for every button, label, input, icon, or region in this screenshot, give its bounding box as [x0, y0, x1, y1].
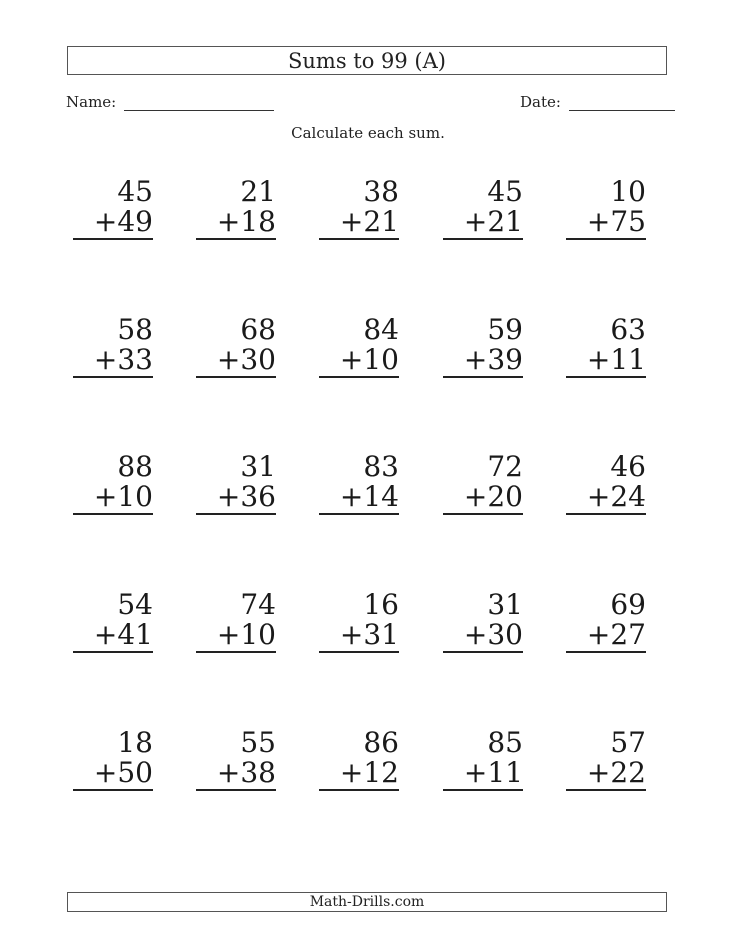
- addend-top: 72: [487, 450, 523, 483]
- addend-top: 57: [610, 726, 646, 759]
- addend-bottom: +30: [443, 620, 523, 653]
- addition-problem: [73, 590, 153, 653]
- addend-bottom: +21: [443, 207, 523, 240]
- name-label: Name:: [66, 93, 117, 111]
- addend-bottom: +10: [73, 482, 153, 515]
- addend-bottom: +75: [566, 207, 646, 240]
- addend-bottom: +36: [196, 482, 276, 515]
- addition-problem: [319, 728, 399, 791]
- addend-top: 45: [117, 175, 153, 208]
- addition-problem: [196, 452, 276, 515]
- addition-problem: [566, 590, 646, 653]
- addition-problem: [443, 315, 523, 378]
- addend-top: 74: [240, 588, 276, 621]
- addition-problem: [566, 177, 646, 240]
- addition-problem: [196, 728, 276, 791]
- addend-bottom: +38: [196, 758, 276, 791]
- addition-problem: [319, 452, 399, 515]
- addend-top: 10: [610, 175, 646, 208]
- addend-top: 31: [487, 588, 523, 621]
- addend-top: 86: [363, 726, 399, 759]
- addend-bottom: +31: [319, 620, 399, 653]
- addition-problem: [73, 452, 153, 515]
- addition-problem: [73, 315, 153, 378]
- addend-bottom: +22: [566, 758, 646, 791]
- addend-top: 55: [240, 726, 276, 759]
- addition-problem: [566, 728, 646, 791]
- date-label: Date:: [520, 93, 561, 111]
- addend-bottom: +21: [319, 207, 399, 240]
- addend-bottom: +24: [566, 482, 646, 515]
- addend-bottom: +41: [73, 620, 153, 653]
- addition-problem: [73, 177, 153, 240]
- addend-bottom: +27: [566, 620, 646, 653]
- addend-top: 69: [610, 588, 646, 621]
- addend-top: 84: [363, 313, 399, 346]
- addition-problem: [319, 315, 399, 378]
- addend-top: 54: [117, 588, 153, 621]
- addend-top: 68: [240, 313, 276, 346]
- addend-bottom: +33: [73, 345, 153, 378]
- footer: Math-Drills.com: [67, 892, 667, 912]
- addend-bottom: +11: [443, 758, 523, 791]
- addend-bottom: +10: [319, 345, 399, 378]
- addend-top: 18: [117, 726, 153, 759]
- addition-problem: [566, 315, 646, 378]
- addend-top: 59: [487, 313, 523, 346]
- addend-top: 21: [240, 175, 276, 208]
- addend-top: 85: [487, 726, 523, 759]
- addend-top: 38: [363, 175, 399, 208]
- addend-top: 16: [363, 588, 399, 621]
- addend-top: 45: [487, 175, 523, 208]
- addend-top: 88: [117, 450, 153, 483]
- addend-top: 83: [363, 450, 399, 483]
- addition-problem: [196, 315, 276, 378]
- addition-problem: [566, 452, 646, 515]
- addend-bottom: +12: [319, 758, 399, 791]
- addend-bottom: +11: [566, 345, 646, 378]
- addend-top: 46: [610, 450, 646, 483]
- addend-top: 58: [117, 313, 153, 346]
- addend-bottom: +10: [196, 620, 276, 653]
- addend-bottom: +20: [443, 482, 523, 515]
- addend-bottom: +39: [443, 345, 523, 378]
- addition-problem: [319, 177, 399, 240]
- addition-problem: [196, 177, 276, 240]
- addend-bottom: +49: [73, 207, 153, 240]
- addition-problem: [443, 452, 523, 515]
- addition-problem: [196, 590, 276, 653]
- addend-bottom: +14: [319, 482, 399, 515]
- addend-top: 63: [610, 313, 646, 346]
- addition-problem: [443, 590, 523, 653]
- addend-top: 31: [240, 450, 276, 483]
- addend-bottom: +18: [196, 207, 276, 240]
- addition-problem: [73, 728, 153, 791]
- addition-problem: [443, 728, 523, 791]
- worksheet-title: Sums to 99 (A): [67, 46, 667, 75]
- addition-problem: [319, 590, 399, 653]
- addend-bottom: +30: [196, 345, 276, 378]
- instructions: Calculate each sum.: [291, 124, 445, 142]
- addition-problem: [443, 177, 523, 240]
- addend-bottom: +50: [73, 758, 153, 791]
